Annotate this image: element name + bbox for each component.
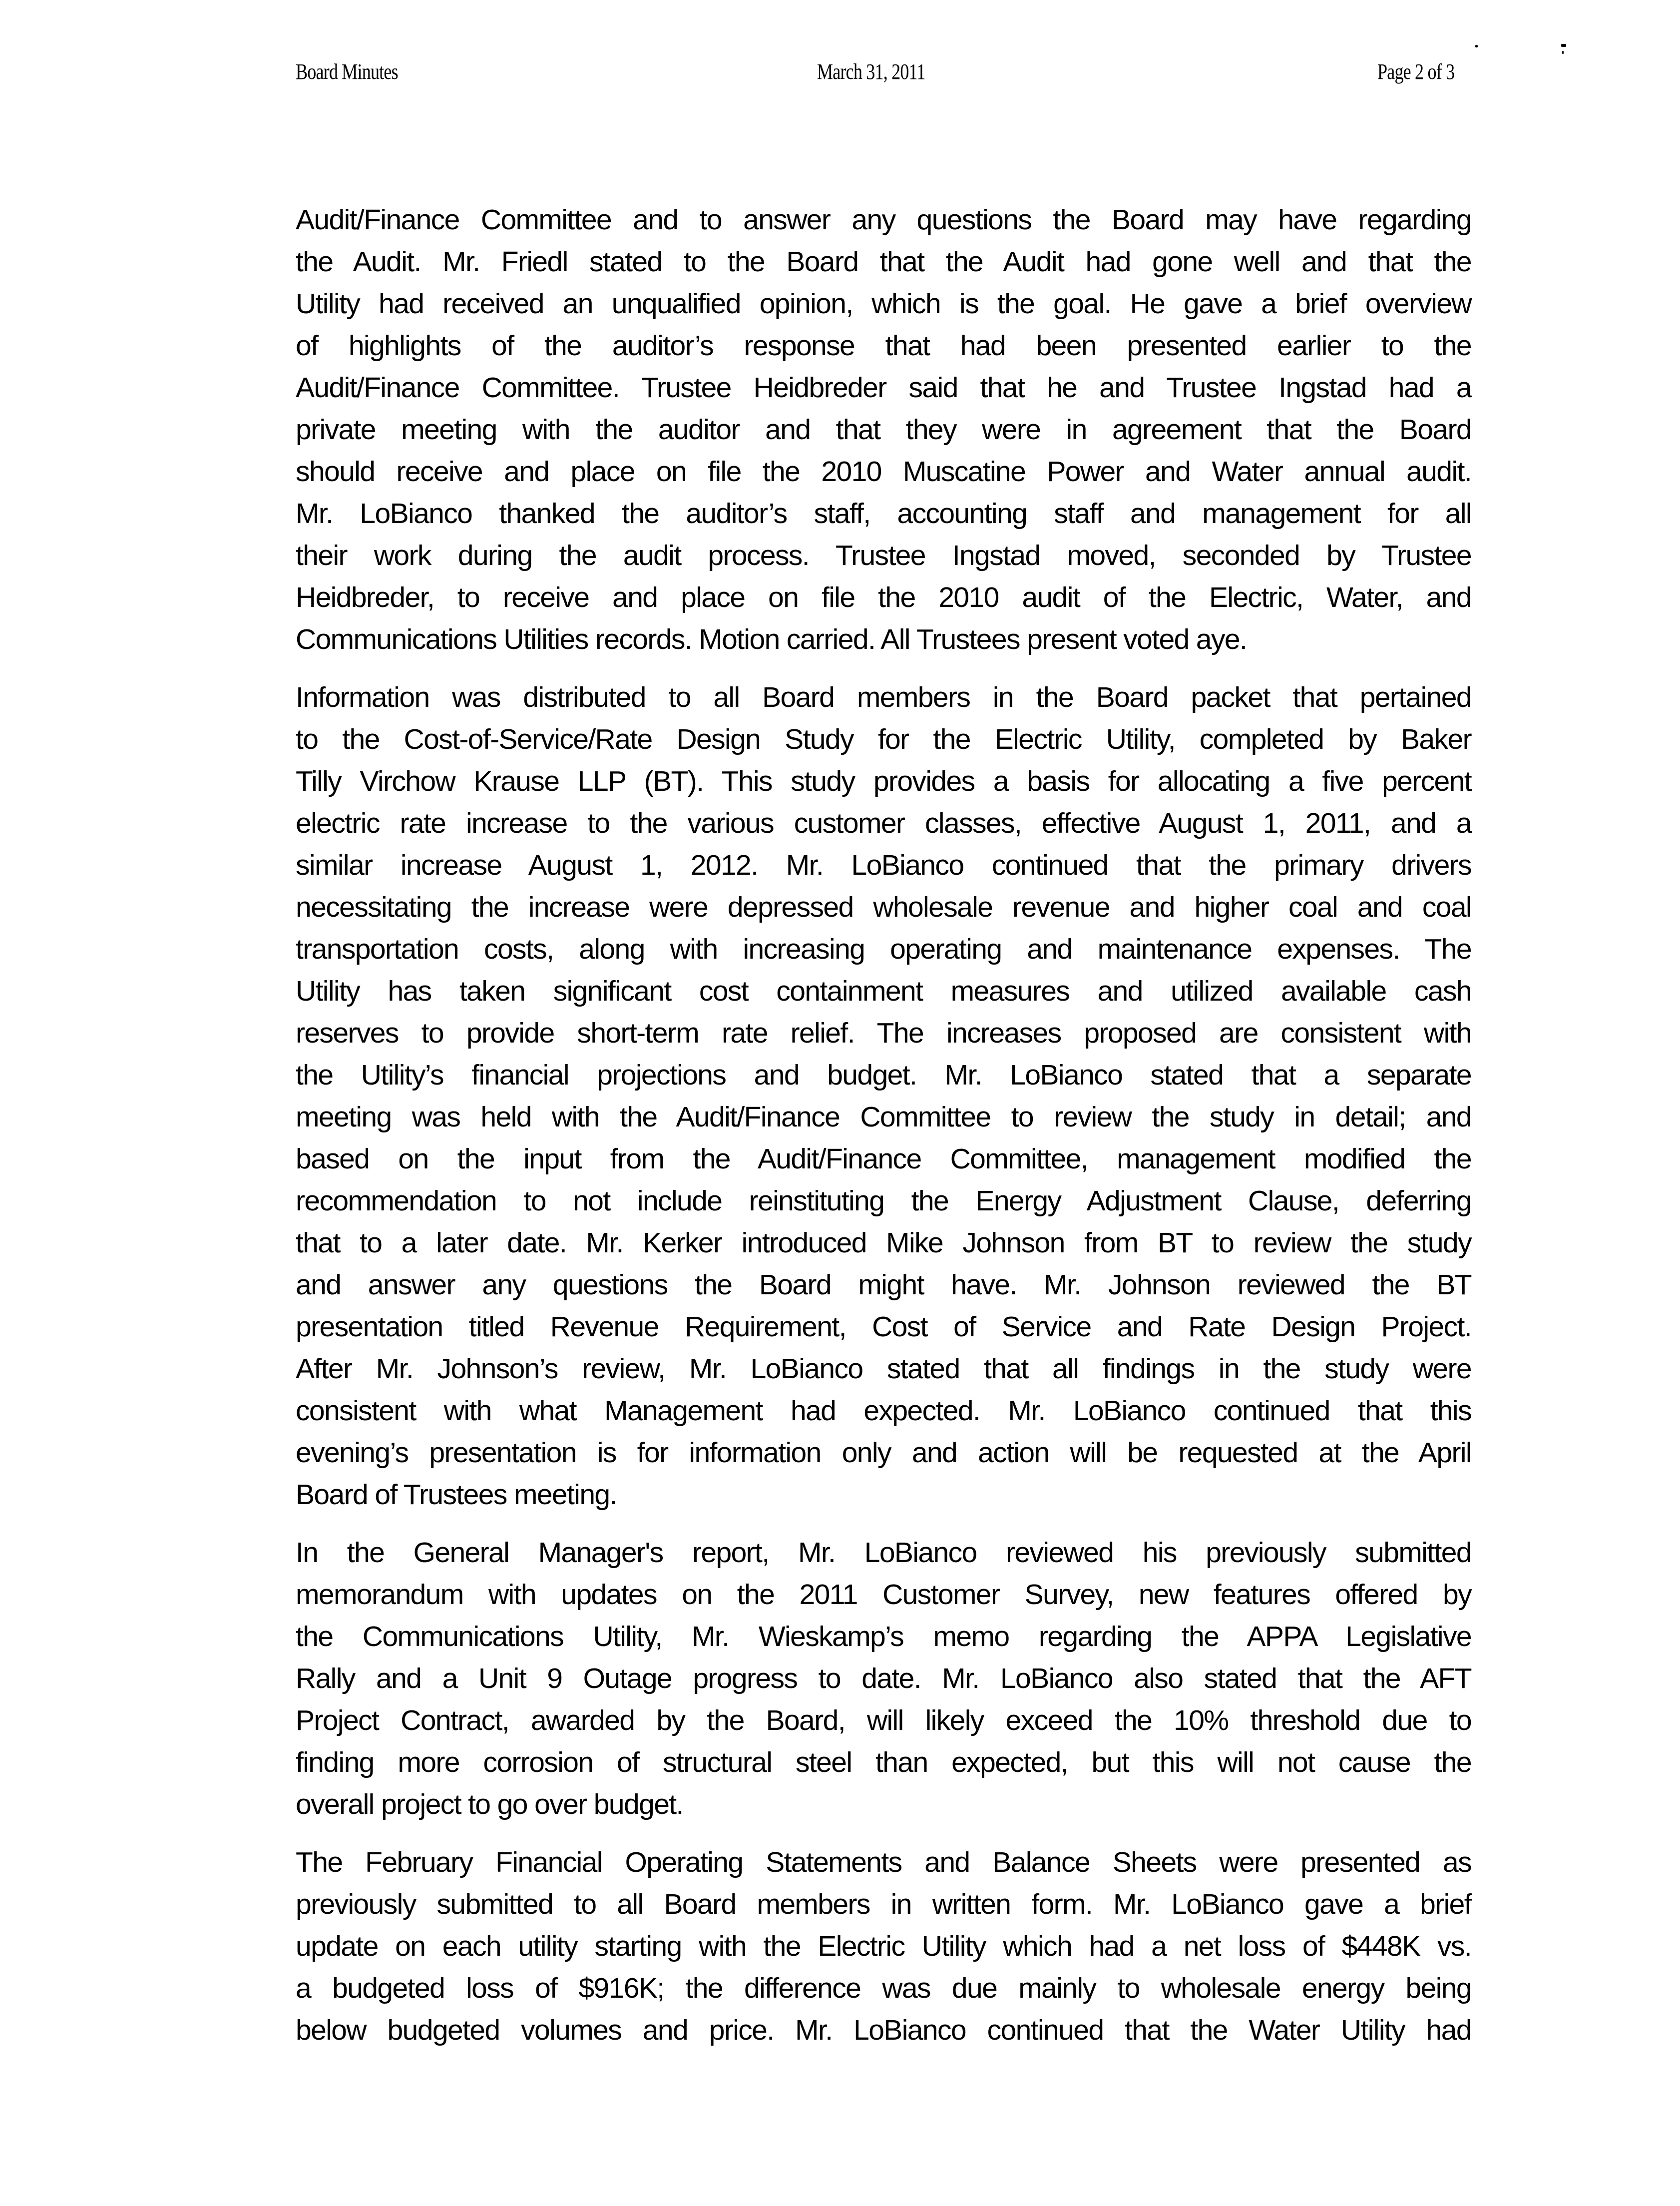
text-line: reserves to provide short-term rate relief. The increases proposed are consistent with — [296, 1017, 1471, 1049]
text-line: The February Financial Operating Statements and Balance Sheets were presented as — [296, 1846, 1471, 1878]
text-line: Mr. LoBianco thanked the auditor’s staff, accounting staff and management for all — [296, 498, 1471, 530]
text-line: overall project to go over budget. — [296, 1788, 683, 1820]
header-document-title: Board Minutes — [296, 59, 398, 84]
text-line: and answer any questions the Board might have. Mr. Johnson reviewed the BT — [296, 1269, 1471, 1301]
text-line: In the General Manager's report, Mr. LoBianco reviewed his previously submitted — [296, 1537, 1471, 1569]
text-line: meeting was held with the Audit/Finance Committee to review the study in detail; and — [296, 1101, 1471, 1133]
text-line: Audit/Finance Committee. Trustee Heidbreder said that he and Trustee Ingstad had a — [296, 372, 1471, 404]
text-line: similar increase August 1, 2012. Mr. LoBianco continued that the primary drivers — [296, 849, 1471, 881]
text-line: should receive and place on file the 2010 Muscatine Power and Water annual audit. — [296, 456, 1471, 488]
header-meeting-date: March 31, 2011 — [817, 59, 925, 84]
text-line: below budgeted volumes and price. Mr. LoBianco continued that the Water Utility had — [296, 2014, 1471, 2046]
text-line: Communications Utilities records. Motion carried. All Trustees present voted aye. — [296, 623, 1247, 655]
text-line: Heidbreder, to receive and place on file the 2010 audit of the Electric, Water, and — [296, 581, 1471, 613]
text-line: Tilly Virchow Krause LLP (BT). This study provides a basis for allocating a five percent — [296, 765, 1471, 797]
text-line: finding more corrosion of structural steel than expected, but this will not cause the — [296, 1746, 1471, 1778]
text-line: of highlights of the auditor’s response that had been presented earlier to the — [296, 330, 1471, 362]
text-line: previously submitted to all Board members in written form. Mr. LoBianco gave a brief — [296, 1888, 1471, 1920]
text-line: presentation titled Revenue Requirement, Cost of Service and Rate Design Project. — [296, 1311, 1471, 1343]
page-header — [0, 59, 1680, 89]
text-line: Audit/Finance Committee and to answer any questions the Board may have regarding — [296, 204, 1471, 236]
scan-speck — [1475, 45, 1478, 47]
paragraph-general-manager-report — [296, 1532, 1471, 1825]
text-line: memorandum with updates on the 2011 Customer Survey, new features offered by — [296, 1579, 1471, 1611]
text-line: their work during the audit process. Trustee Ingstad moved, seconded by Trustee — [296, 540, 1471, 571]
text-line: electric rate increase to the various customer classes, effective August 1, 2011, and a — [296, 807, 1471, 839]
text-line: the Utility’s financial projections and budget. Mr. LoBianco stated that a separate — [296, 1059, 1471, 1091]
text-line: Project Contract, awarded by the Board, will likely exceed the 10% threshold due to — [296, 1704, 1471, 1736]
text-line: to the Cost-of-Service/Rate Design Study for the Electric Utility, completed by Baker — [296, 723, 1471, 755]
text-line: After Mr. Johnson’s review, Mr. LoBianco stated that all findings in the study were — [296, 1353, 1471, 1385]
text-line: necessitating the increase were depressed wholesale revenue and higher coal and coal — [296, 891, 1471, 923]
text-line: consistent with what Management had expected. Mr. LoBianco continued that this — [296, 1395, 1471, 1427]
text-line: private meeting with the auditor and that they were in agreement that the Board — [296, 414, 1471, 446]
text-line: evening’s presentation is for information only and action will be requested at the April — [296, 1437, 1471, 1469]
text-line: Information was distributed to all Board members in the Board packet that pertained — [296, 681, 1471, 713]
scan-speck — [1561, 44, 1566, 47]
text-line: a budgeted loss of $916K; the difference was due mainly to wholesale energy being — [296, 1972, 1471, 2004]
scan-speck — [1562, 51, 1564, 54]
paragraph-financial-statements — [296, 1841, 1471, 2051]
text-line: Utility has taken significant cost containment measures and utilized available cash — [296, 975, 1471, 1007]
text-line: the Communications Utility, Mr. Wieskamp’s memo regarding the APPA Legislative — [296, 1621, 1471, 1653]
minutes-body — [296, 199, 1471, 2067]
text-line: that to a later date. Mr. Kerker introduced Mike Johnson from BT to review the study — [296, 1227, 1471, 1259]
text-line: Board of Trustees meeting. — [296, 1479, 617, 1511]
text-line: Utility had received an unqualified opinion, which is the goal. He gave a brief overview — [296, 288, 1471, 320]
text-line: recommendation to not include reinstituting the Energy Adjustment Clause, deferring — [296, 1185, 1471, 1217]
paragraph-audit-report — [296, 199, 1471, 660]
header-page-number: Page 2 of 3 — [1377, 59, 1455, 84]
paragraph-rate-study — [296, 676, 1471, 1516]
text-line: transportation costs, along with increasing operating and maintenance expenses. The — [296, 933, 1471, 965]
text-line: update on each utility starting with the Electric Utility which had a net loss of $448K vs. — [296, 1930, 1471, 1962]
text-line: Rally and a Unit 9 Outage progress to date. Mr. LoBianco also stated that the AFT — [296, 1662, 1471, 1694]
text-line: based on the input from the Audit/Finance Committee, management modified the — [296, 1143, 1471, 1175]
text-line: the Audit. Mr. Friedl stated to the Board that the Audit had gone well and that the — [296, 246, 1471, 278]
